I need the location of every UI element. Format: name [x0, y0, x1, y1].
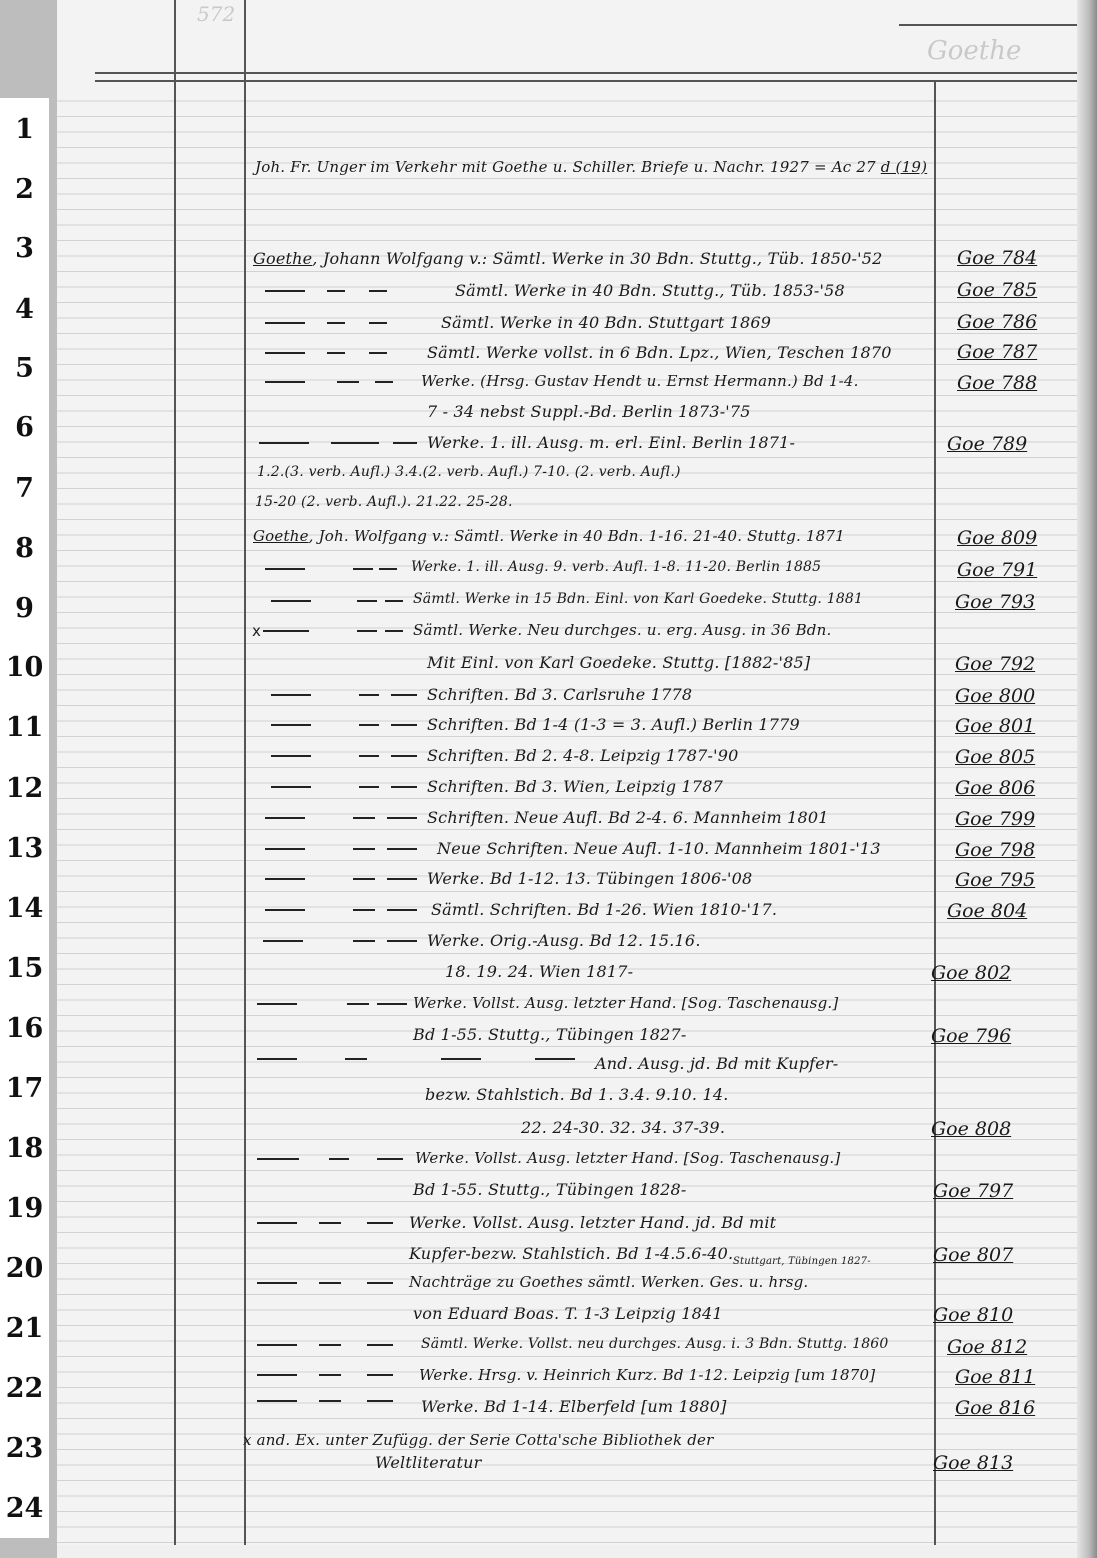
line-number: 12: [5, 773, 44, 804]
line-number: 24: [5, 1493, 44, 1524]
ditto-dash: [387, 940, 417, 942]
catalog-entry: Nachträge zu Goethes sämtl. Werken. Ges. u. hrsg.: [409, 1273, 809, 1291]
ditto-dash: [367, 1282, 393, 1284]
catalog-entry: Weltliteratur: [375, 1453, 482, 1472]
ditto-dash: [263, 630, 309, 632]
shelf-signature: Goe 812: [947, 1336, 1028, 1358]
ditto-dash: [257, 1374, 297, 1376]
ditto-dash: [319, 1282, 341, 1284]
line-number: 1: [15, 114, 34, 145]
ditto-dash: [327, 352, 345, 354]
line-number: 4: [15, 294, 34, 325]
ditto-dash: [353, 568, 373, 570]
ditto-dash: [535, 1058, 575, 1060]
shelf-signature: Goe 792: [955, 653, 1036, 675]
header-rule: [95, 72, 1080, 74]
ditto-dash: [353, 848, 375, 850]
ditto-dash: [359, 694, 379, 696]
ditto-dash: [375, 381, 393, 383]
line-number: 8: [15, 533, 34, 564]
top-right-rule: [899, 24, 1077, 26]
line-number: 3: [15, 233, 34, 264]
ditto-dash: [367, 1344, 393, 1346]
catalog-entry: Schriften. Neue Aufl. Bd 2-4. 6. Mannheim 1801: [427, 808, 829, 827]
shelf-signature: Goe 787: [957, 341, 1038, 363]
entry-lead: Goethe: [253, 249, 313, 268]
ditto-dash: [353, 909, 375, 911]
catalog-entry: 22. 24-30. 32. 34. 37-39.: [521, 1118, 726, 1137]
catalog-entry: Werke. Vollst. Ausg. letzter Hand. [Sog. Taschenausg.]: [415, 1149, 841, 1167]
ditto-dash: [347, 1003, 369, 1005]
shelf-signature: Goe 796: [931, 1025, 1012, 1047]
shelf-signature: Goe 816: [955, 1397, 1036, 1419]
ditto-dash: [257, 1282, 297, 1284]
ditto-dash: [265, 290, 305, 292]
ditto-dash: [353, 817, 375, 819]
catalog-entry: Werke. Hrsg. v. Heinrich Kurz. Bd 1-12. Leipzig [um 1870]: [419, 1366, 876, 1384]
catalog-entry: [253, 249, 882, 268]
shelf-signature: Goe 810: [933, 1304, 1014, 1326]
page-edge-shadow: [1077, 0, 1097, 1558]
line-number: 17: [5, 1073, 44, 1104]
catalog-entry: Werke. (Hrsg. Gustav Hendt u. Ernst Hermann.) Bd 1-4.: [421, 372, 859, 390]
ditto-dash: [319, 1344, 341, 1346]
line-number: 14: [5, 893, 44, 924]
ditto-dash: [263, 940, 303, 942]
ditto-dash: [319, 1374, 341, 1376]
catalog-entry: Sämtl. Schriften. Bd 1-26. Wien 1810-'17.: [431, 900, 778, 919]
ditto-dash: [257, 1158, 299, 1160]
catalog-entry: Sämtl. Werke. Vollst. neu durchges. Ausg. i. 3 Bdn. Stuttg. 1860: [421, 1336, 889, 1352]
shelf-signature: Goe 813: [933, 1452, 1014, 1474]
line-number: 22: [5, 1373, 44, 1404]
shelf-signature: Goe 799: [955, 808, 1036, 830]
entry-desc: , Johann Wolfgang v.: Sämtl. Werke in 30 Bdn. Stuttg., Tüb. 1850-'52: [312, 249, 883, 268]
text-margin-rule: [244, 0, 246, 1545]
ditto-dash: [391, 755, 417, 757]
ditto-dash: [379, 568, 397, 570]
ditto-dash: [329, 1158, 349, 1160]
ditto-dash: [385, 630, 403, 632]
line-number: 21: [5, 1313, 44, 1344]
line-number: 10: [5, 652, 44, 683]
shelf-signature: Goe 797: [933, 1180, 1014, 1202]
title-text: Joh. Fr. Unger im Verkehr mit Goethe u. Schiller. Briefe u. Nachr. 1927 = Ac 27: [255, 158, 876, 176]
ditto-dash: [265, 381, 305, 383]
line-number: 7: [15, 473, 34, 504]
line-number: 5: [15, 353, 34, 384]
shelf-signature: Goe 791: [957, 559, 1038, 581]
ditto-dash: [369, 322, 387, 324]
shelf-signature: Goe 801: [955, 715, 1036, 737]
catalog-entry: Sämtl. Werke. Neu durchges. u. erg. Ausg. in 36 Bdn.: [413, 621, 832, 639]
ditto-dash: [257, 1400, 297, 1402]
line-number: 16: [5, 1013, 44, 1044]
catalog-entry: Werke. Orig.-Ausg. Bd 12. 15.16.: [427, 931, 701, 950]
catalog-entry: Werke. Bd 1-14. Elberfeld [um 1880]: [421, 1397, 727, 1416]
ditto-dash: [353, 940, 375, 942]
page-footer-area: [57, 1545, 1097, 1558]
ditto-dash: [369, 352, 387, 354]
shelf-signature: Goe 809: [957, 527, 1038, 549]
ditto-dash: [387, 909, 417, 911]
imprint-note: Stuttgart, Tübingen 1827-: [733, 1256, 871, 1267]
catalog-entry: Werke. Bd 1-12. 13. Tübingen 1806-'08: [427, 869, 753, 888]
shelf-signature: Goe 786: [957, 311, 1038, 333]
shelf-signature: Goe 800: [955, 685, 1036, 707]
ditto-dash: [353, 878, 375, 880]
ditto-dash: [271, 724, 311, 726]
page-number: 572: [197, 2, 236, 26]
ditto-dash: [257, 1058, 297, 1060]
catalog-entry: And. Ausg. jd. Bd mit Kupfer-: [595, 1054, 839, 1073]
catalog-entry: Werke. Vollst. Ausg. letzter Hand. jd. Bd mit: [409, 1213, 777, 1232]
catalog-entry: Bd 1-55. Stuttg., Tübingen 1828-: [413, 1180, 687, 1199]
shelf-signature: Goe 798: [955, 839, 1036, 861]
catalog-entry: Werke. Vollst. Ausg. letzter Hand. [Sog. Taschenausg.]: [413, 994, 839, 1012]
ditto-dash: [271, 786, 311, 788]
catalog-entry: Werke. 1. ill. Ausg. 9. verb. Aufl. 1-8. 11-20. Berlin 1885: [411, 559, 822, 575]
header-rule-double: [95, 80, 1080, 82]
ditto-dash: [391, 724, 417, 726]
ditto-dash: [265, 322, 305, 324]
catalog-entry: 1.2.(3. verb. Aufl.) 3.4.(2. verb. Aufl.) 7-10. (2. verb. Aufl.): [257, 464, 681, 480]
line-number: 20: [5, 1253, 44, 1284]
ditto-dash: [265, 568, 305, 570]
ditto-dash: [377, 1158, 403, 1160]
ledger-page: [57, 0, 1097, 1558]
catalog-entry: Mit Einl. von Karl Goedeke. Stuttg. [1882-'85]: [427, 653, 811, 672]
ditto-dash: [387, 878, 417, 880]
line-number: 18: [5, 1133, 44, 1164]
catalog-entry: Sämtl. Werke in 40 Bdn. Stuttg., Tüb. 1853-'58: [455, 281, 845, 300]
title-suffix: d (19): [880, 158, 928, 176]
catalog-entry: [253, 527, 845, 545]
ditto-dash: [319, 1222, 341, 1224]
catalog-entry: Neue Schriften. Neue Aufl. 1-10. Mannheim 1801-'13: [437, 839, 881, 858]
entry-lead: Goethe: [253, 527, 309, 545]
left-margin-rule: [174, 0, 176, 1545]
ditto-dash: [271, 694, 311, 696]
catalog-entry: Schriften. Bd 2. 4-8. Leipzig 1787-'90: [427, 746, 739, 765]
ditto-dash: [257, 1222, 297, 1224]
catalog-entry: Sämtl. Werke vollst. in 6 Bdn. Lpz., Wien, Teschen 1870: [427, 343, 892, 362]
ditto-dash: [345, 1058, 367, 1060]
shelf-signature: Goe 807: [933, 1244, 1014, 1266]
line-number: 2: [15, 174, 34, 205]
catalog-entry: x and. Ex. unter Zufügg. der Serie Cotta'sche Bibliothek der: [243, 1431, 714, 1449]
catalog-entry: Kupfer-bezw. Stahlstich. Bd 1-4.5.6-40.: [409, 1244, 734, 1263]
ditto-dash: [265, 909, 305, 911]
ditto-dash: [257, 1003, 297, 1005]
catalog-entry: Sämtl. Werke in 40 Bdn. Stuttgart 1869: [441, 313, 772, 332]
catalog-entry: Werke. 1. ill. Ausg. m. erl. Einl. Berlin 1871-: [427, 433, 796, 452]
ditto-dash: [265, 352, 305, 354]
line-number: 6: [15, 412, 34, 443]
ditto-dash: [357, 630, 377, 632]
ditto-dash: [359, 755, 379, 757]
catalog-entry: von Eduard Boas. T. 1-3 Leipzig 1841: [413, 1304, 723, 1323]
ditto-dash: [327, 290, 345, 292]
shelf-signature: Goe 785: [957, 279, 1038, 301]
ditto-dash: [387, 817, 417, 819]
ditto-dash: [265, 878, 305, 880]
line-number: 13: [5, 833, 44, 864]
shelf-signature: Goe 805: [955, 746, 1036, 768]
ditto-dash: [271, 600, 311, 602]
ditto-dash: [385, 600, 403, 602]
ditto-dash: [357, 600, 377, 602]
ditto-dash: [271, 755, 311, 757]
line-number: 23: [5, 1433, 44, 1464]
ditto-dash: [441, 1058, 481, 1060]
ditto-dash: [359, 786, 379, 788]
catalog-entry: 18. 19. 24. Wien 1817-: [445, 962, 634, 981]
cross-mark: x: [252, 622, 261, 640]
catalog-entry: Schriften. Bd 3. Wien, Leipzig 1787: [427, 777, 723, 796]
catalog-entry: Schriften. Bd 1-4 (1-3 = 3. Aufl.) Berlin 1779: [427, 715, 800, 734]
shelf-signature: Goe 784: [957, 247, 1038, 269]
shelf-signature: Goe 795: [955, 869, 1036, 891]
ditto-dash: [367, 1374, 393, 1376]
line-number: 19: [5, 1193, 44, 1224]
shelf-signature: Goe 804: [947, 900, 1028, 922]
ditto-dash: [391, 694, 417, 696]
ditto-dash: [393, 442, 417, 444]
catalog-entry: Bd 1-55. Stuttg., Tübingen 1827-: [413, 1025, 687, 1044]
shelf-signature: Goe 808: [931, 1118, 1012, 1140]
shelf-signature: Goe 793: [955, 591, 1036, 613]
ditto-dash: [265, 817, 305, 819]
line-number: 9: [15, 593, 34, 624]
ditto-dash: [259, 442, 309, 444]
line-number: 15: [5, 953, 44, 984]
ditto-dash: [369, 290, 387, 292]
catalog-entry: Schriften. Bd 3. Carlsruhe 1778: [427, 685, 693, 704]
ditto-dash: [257, 1344, 297, 1346]
shelf-signature: Goe 806: [955, 777, 1036, 799]
catalog-entry: bezw. Stahlstich. Bd 1. 3.4. 9.10. 14.: [425, 1085, 729, 1104]
entry-desc: , Joh. Wolfgang v.: Sämtl. Werke in 40 Bdn. 1-16. 21-40. Stuttg. 1871: [308, 527, 845, 545]
line-number: 11: [5, 712, 44, 743]
ditto-dash: [265, 848, 305, 850]
ditto-dash: [387, 848, 417, 850]
ditto-dash: [391, 786, 417, 788]
ditto-dash: [367, 1400, 393, 1402]
ditto-dash: [331, 442, 379, 444]
title-line: [255, 158, 927, 176]
shelf-signature: Goe 802: [931, 962, 1012, 984]
shelf-signature: Goe 811: [955, 1366, 1036, 1388]
ditto-dash: [367, 1222, 393, 1224]
catalog-entry: Sämtl. Werke in 15 Bdn. Einl. von Karl Goedeke. Stuttg. 1881: [413, 591, 864, 607]
ditto-dash: [359, 724, 379, 726]
ditto-dash: [377, 1003, 407, 1005]
catalog-entry: 7 - 34 nebst Suppl.-Bd. Berlin 1873-'75: [427, 402, 751, 421]
header-note: Goethe: [927, 36, 1022, 66]
shelf-signature: Goe 788: [957, 372, 1038, 394]
shelf-signature: Goe 789: [947, 433, 1028, 455]
catalog-entry: 15-20 (2. verb. Aufl.). 21.22. 25-28.: [255, 494, 513, 510]
ditto-dash: [337, 381, 359, 383]
ditto-dash: [327, 322, 345, 324]
ditto-dash: [319, 1400, 341, 1402]
